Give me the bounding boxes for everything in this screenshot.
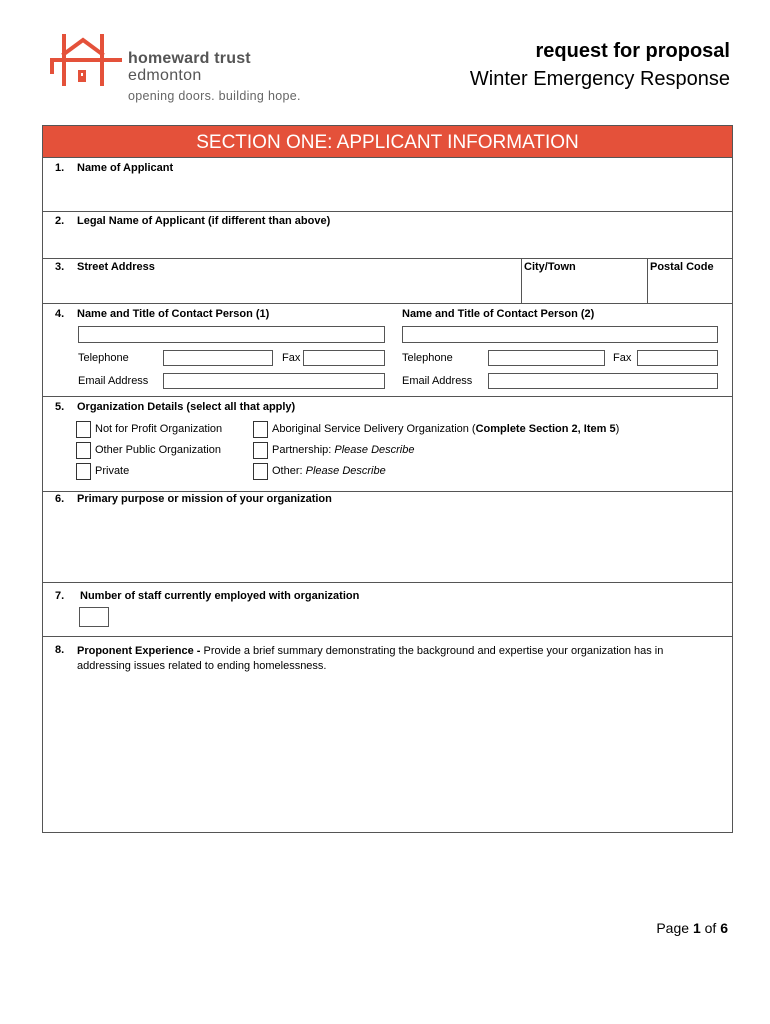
aboriginal-checkbox[interactable] xyxy=(253,421,268,438)
row-proponent-experience[interactable] xyxy=(43,637,732,833)
other-label: Other: Please Describe xyxy=(272,465,386,477)
fax-2-label: Fax xyxy=(613,352,632,364)
aboriginal-label: Aboriginal Service Delivery Organization (Complete Section 2, Item 5) xyxy=(272,423,620,435)
item-number: 1. xyxy=(55,162,65,174)
contact-person-2-field[interactable] xyxy=(402,326,718,343)
name-of-applicant-label: Name of Applicant xyxy=(77,162,174,174)
primary-purpose-label: Primary purpose or mission of your organization xyxy=(77,493,332,505)
fax-1-field[interactable] xyxy=(303,350,385,366)
telephone-1-field[interactable] xyxy=(163,350,273,366)
not-for-profit-label: Not for Profit Organization xyxy=(95,423,223,435)
row-name-of-applicant[interactable] xyxy=(43,159,732,212)
item-number: 4. xyxy=(55,308,65,320)
contact-person-1-field[interactable] xyxy=(78,326,385,343)
house-logo-icon xyxy=(50,32,122,88)
item-number: 8. xyxy=(55,644,65,656)
email-2-field[interactable] xyxy=(488,373,718,389)
item-number: 3. xyxy=(55,261,65,273)
logo-name: homeward trust xyxy=(128,50,251,67)
document-title: request for proposal xyxy=(535,40,730,62)
fax-2-field[interactable] xyxy=(637,350,718,366)
fax-1-label: Fax xyxy=(282,352,301,364)
item-number: 5. xyxy=(55,401,65,413)
item-number: 7. xyxy=(55,590,65,602)
email-1-field[interactable] xyxy=(163,373,385,389)
divider xyxy=(521,259,522,303)
partnership-label: Partnership: Please Describe xyxy=(272,444,415,456)
section-header: SECTION ONE: APPLICANT INFORMATION xyxy=(43,126,732,158)
document-subtitle: Winter Emergency Response xyxy=(469,68,730,90)
telephone-1-label: Telephone xyxy=(78,352,129,364)
number-of-staff-label: Number of staff currently employed with organization xyxy=(80,590,360,602)
other-checkbox[interactable] xyxy=(253,463,268,480)
row-organization-details xyxy=(43,397,732,492)
legal-name-label: Legal Name of Applicant (if different than above) xyxy=(77,215,331,227)
item-number: 2. xyxy=(55,215,65,227)
street-address-label: Street Address xyxy=(77,261,155,273)
row-address xyxy=(43,259,732,304)
logo-tagline: opening doors. building hope. xyxy=(128,89,301,103)
contact-person-1-label: Name and Title of Contact Person (1) xyxy=(77,308,270,320)
number-of-staff-field[interactable] xyxy=(79,607,109,627)
telephone-2-label: Telephone xyxy=(402,352,453,364)
applicant-information-form xyxy=(42,125,733,833)
partnership-checkbox[interactable] xyxy=(253,442,268,459)
logo-city: edmonton xyxy=(128,67,202,84)
page-number: Page 1 of 6 xyxy=(656,920,728,936)
telephone-2-field[interactable] xyxy=(488,350,605,366)
divider xyxy=(647,259,648,303)
private-checkbox[interactable] xyxy=(76,463,91,480)
other-public-checkbox[interactable] xyxy=(76,442,91,459)
email-1-label: Email Address xyxy=(78,375,149,387)
row-number-of-staff xyxy=(43,583,732,637)
row-primary-purpose[interactable] xyxy=(43,492,732,583)
item-number: 6. xyxy=(55,493,65,505)
row-legal-name[interactable] xyxy=(43,212,732,259)
other-public-label: Other Public Organization xyxy=(95,444,221,456)
organization-details-label: Organization Details (select all that apply) xyxy=(77,401,296,413)
row-contact-persons xyxy=(43,304,732,397)
email-2-label: Email Address xyxy=(402,375,473,387)
homeward-trust-logo xyxy=(50,30,330,110)
postal-code-label: Postal Code xyxy=(650,261,714,273)
proponent-experience-label: Proponent Experience - Provide a brief summary demonstrating the background and expertise your organization has in addressing issues related to ending homelessness. xyxy=(77,645,664,672)
not-for-profit-checkbox[interactable] xyxy=(76,421,91,438)
private-label: Private xyxy=(95,465,130,477)
contact-person-2-label: Name and Title of Contact Person (2) xyxy=(402,308,595,320)
city-town-label: City/Town xyxy=(524,261,576,273)
